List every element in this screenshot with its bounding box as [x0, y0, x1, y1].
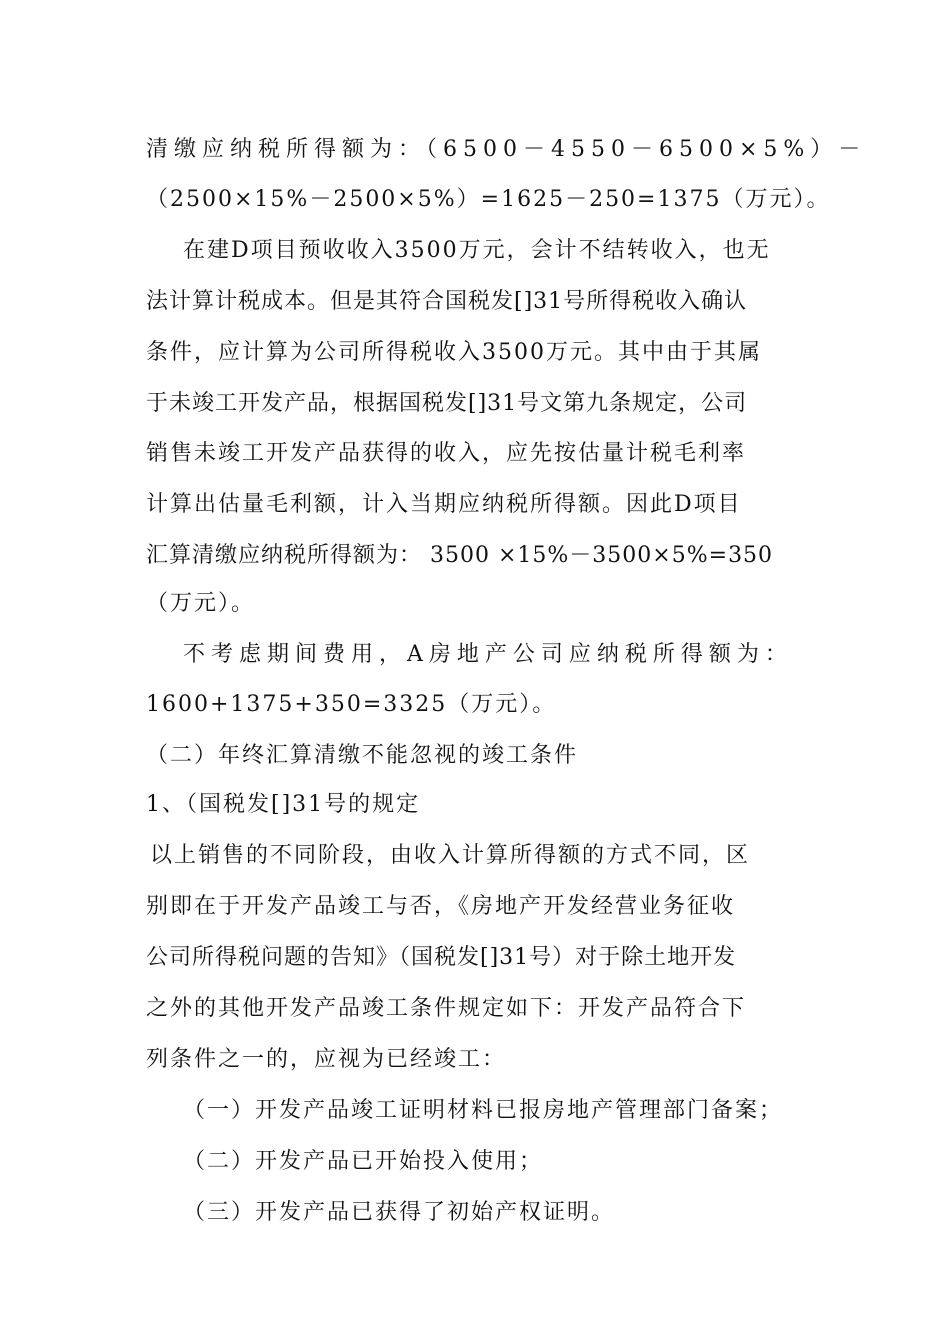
subsection-heading: 1、（国税发[]31号的规定: [146, 792, 421, 817]
text-line-8: 计算出估量毛利额，计入当期应纳税所得额。因此D项目: [146, 492, 742, 517]
text-line-18: 之外的其他开发产品竣工条件规定如下：开发产品符合下: [146, 996, 747, 1021]
text-line-17: 公司所得税问题的告知》（国税发[]31号）对于除土地开发: [146, 945, 737, 970]
condition-item-1: （一）开发产品竣工证明材料已报房地产管理部门备案；: [183, 1098, 784, 1123]
text-line-11: 不考虑期间费用，A房地产公司应纳税所得额为：: [183, 642, 793, 667]
text-line-19: 列条件之一的，应视为已经竣工：: [146, 1047, 507, 1072]
text-line-5: 条件，应计算为公司所得税收入3500万元。其中由于其属: [146, 340, 762, 365]
text-line-12: 1600+1375+350=3325（万元）。: [146, 692, 557, 717]
text-line-2: （2500×15%－2500×5%）=1625－250=1375（万元）。: [146, 187, 831, 212]
text-line-9: 汇算清缴应纳税所得额为： 3500 ×15%－3500×5%=350: [146, 543, 774, 568]
text-line-10: （万元）。: [146, 591, 256, 616]
text-line-1: 清缴应纳税所得额为：（6500－4550－6500×5%）－: [146, 137, 867, 162]
text-line-4: 法计算计税成本。但是其符合国税发[]31号所得税收入确认: [146, 289, 748, 314]
text-line-7: 销售未竣工开发产品获得的收入，应先按估量计税毛利率: [146, 441, 747, 466]
text-line-3: 在建D项目预收收入3500万元，会计不结转收入，也无: [183, 238, 771, 263]
condition-item-2: （二）开发产品已开始投入使用；: [183, 1149, 544, 1174]
text-line-16: 别即在于开发产品竣工与否，《房地产开发经营业务征收: [146, 894, 736, 919]
condition-item-3: （三）开发产品已获得了初始产权证明。: [183, 1200, 616, 1225]
section-heading: （二）年终汇算清缴不能忽视的竣工条件: [146, 743, 579, 768]
text-line-15: 以上销售的不同阶段，由收入计算所得额的方式不同，区: [150, 843, 751, 868]
text-line-6: 于未竣工开发产品，根据国税发[]31号文第九条规定，公司: [146, 391, 748, 416]
